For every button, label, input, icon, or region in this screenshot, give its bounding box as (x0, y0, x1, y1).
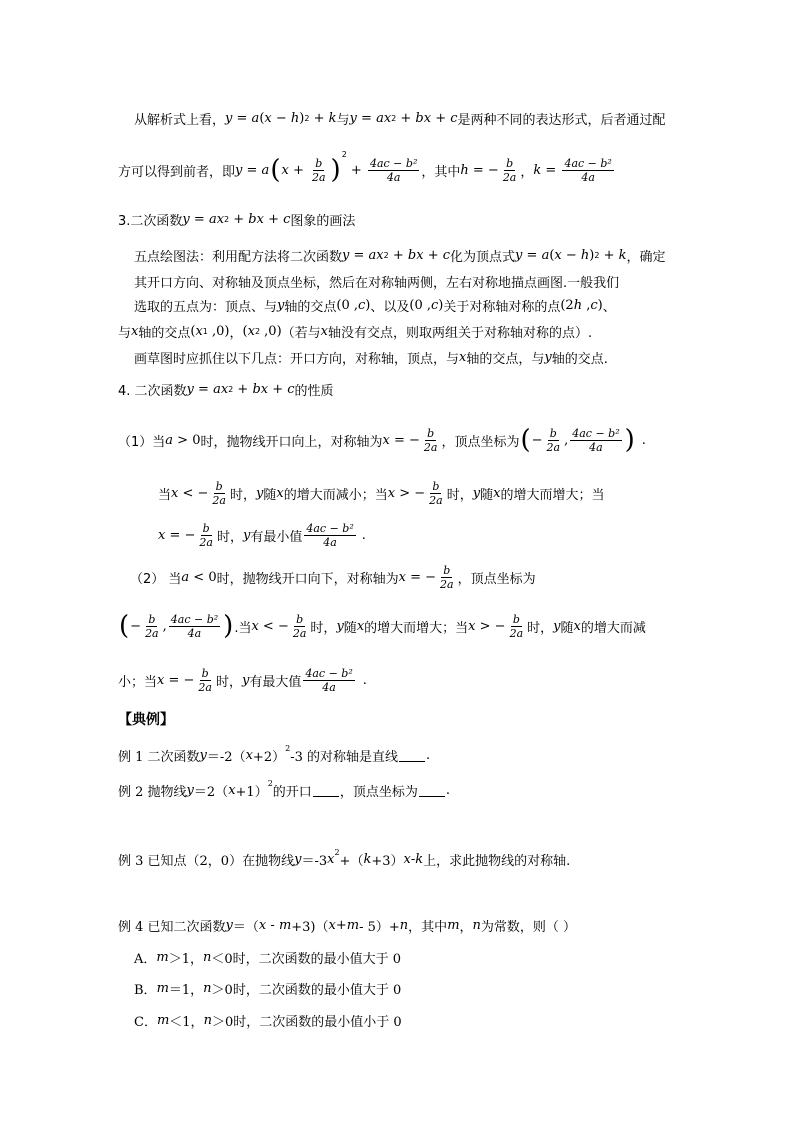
text: 轴的交点. (551, 351, 608, 367)
text: 时，二次函数的最小值小于 0 (233, 1014, 402, 1030)
text: ＝-2（ (206, 749, 246, 765)
text: ＝-3 (301, 853, 328, 869)
text: 有最小值 (250, 529, 303, 545)
answer-blank[interactable] (419, 784, 445, 797)
text: 时，抛物线开口向下，对称轴为 (216, 571, 399, 587)
text: 上，求此抛物线的对称轴. (423, 853, 571, 869)
answer-blank[interactable] (399, 749, 425, 762)
text: ，顶点坐标为 (457, 571, 536, 587)
text: 的开口 (272, 784, 312, 800)
text: 其开口方向、对称轴及顶点坐标，然后在对称轴两侧，左右对称地描点画图.一般我们 (134, 275, 620, 291)
text: 例 3 已知点（2，0）在抛物线 (118, 853, 295, 869)
text: 方可以得到前者，即 (118, 164, 236, 180)
option-c[interactable]: C． m ＜1， n ＞0 时，二次函数的最小值小于 0 (134, 1012, 402, 1030)
text: 轴没有交点，则取两组关于对称轴对称的点）. (328, 325, 593, 341)
text: 3.二次函数 (118, 213, 183, 229)
text: 当 (158, 487, 172, 503)
text: 的增大而增大；当 (364, 620, 469, 636)
text: B． (134, 982, 157, 998)
text: ，顶点坐标为 (339, 784, 418, 800)
fraction-k: $\frac{\text{4ac − b²}}{4a}$ (369, 156, 418, 184)
general-form: y (349, 110, 357, 126)
text: +（ (339, 853, 364, 869)
section-3-line-4: 与 x 轴的交点 ( x 1 ,0) ， ( x 2 ,0) （若与 x 轴没有交点，则取两组关于对称轴对称的点）. (118, 323, 593, 341)
text: ， (520, 164, 534, 180)
text: 的性质 (294, 383, 334, 399)
section-3-line-1: 五点绘图法：利用配方法将二次函数 y = ax 2 + bx + c 化为顶点式 y = a ( x − h ) 2 + k ，确定 (134, 247, 666, 265)
case-1-line-2: 当 x < − $\frac{b}{2a}$ 时， y 随 x 的增大而减小；当 x > − $\frac{b}{2a}$ 时， y 随 x 的增大而增大；当 (158, 479, 605, 507)
text: . (445, 782, 450, 798)
section-4-title: 4. 二次函数 y = ax 2 + bx + c 的性质 (118, 381, 334, 399)
text: . (425, 747, 431, 763)
text: +2） (252, 749, 286, 765)
text: 的增大而减小；当 (283, 487, 388, 503)
text: 时， (229, 487, 256, 503)
text: 随 (560, 620, 574, 636)
example-2: 例 2 抛物线 y ＝2（ x +1） $^2$ 的开口 ，顶点坐标为 . (118, 779, 450, 800)
example-4: 例 4 已知二次函数 y ＝（ x - m +3)（ x + m - 5）+ n ，其中 m ， n 为常数，则（ ） (118, 917, 577, 935)
text: 、 (602, 299, 616, 315)
text: 有最大值 (249, 674, 302, 690)
text: A． (134, 951, 157, 967)
text: 是两种不同的表达形式，后者通过配 (457, 112, 666, 128)
option-b[interactable]: B． m ＝1， n ＞0 时，二次函数的最小值大于 0 (134, 980, 402, 998)
text: 的增大而增大；当 (500, 487, 605, 503)
text: 关于对称轴对称的点 (443, 299, 561, 315)
section-3-line-3: 选取的五点为：顶点、与 y 轴的交点 (0 , c ) 、以及 (0 , c ) 关于对称轴对称的点 (2 h , c ) 、 (134, 297, 616, 315)
text: - 5）+ (359, 919, 400, 935)
text: 、以及 (370, 299, 410, 315)
example-3: 例 3 已知点（2，0）在抛物线 y ＝-3 x $^2$ +（ k +3） x - k 上，求此抛物线的对称轴. (118, 848, 571, 869)
section-3-title: 3.二次函数 y = ax 2 + bx + c 图象的画法 (118, 211, 356, 229)
vertex-form: y (225, 110, 233, 126)
text: -3 的对称轴是直线 (290, 749, 398, 765)
text: （2） 当 (130, 571, 182, 587)
text: 时， (215, 674, 242, 690)
text: 例 1 二次函数 (118, 749, 200, 765)
text: . (361, 527, 366, 543)
text: 画草图时应抓住以下几点：开口方向，对称轴，顶点，与 (134, 351, 460, 367)
example-1: 例 1 二次函数 y ＝-2（ x +2） $^2$ -3 的对称轴是直线 . (118, 744, 431, 765)
text: 时，抛物线开口向上，对称轴为 (200, 434, 383, 450)
text: 随 (263, 487, 277, 503)
case-2-line-3: 小；当 x = − $\frac{b}{2a}$ 时， y 有最大值 $\frac{\text{4ac − b²}}{4a}$ . (118, 666, 367, 694)
text: 例 2 抛物线 (118, 784, 187, 800)
text: 为常数，则（ ） (480, 919, 577, 935)
text: 时， (310, 620, 337, 636)
case-1-line-1: （1）当 a > 0 时，抛物线开口向上，对称轴为 x = − $\frac{b}{2a}$ ，顶点坐标为 ( − $\frac{b}{2a}$ , $\frac{\text{4ac − b²}}{4a}$ ) . (118, 425, 646, 455)
text: 从解析式上看， (134, 112, 226, 128)
text: . (641, 432, 646, 448)
text: 的增大而减 (580, 620, 646, 636)
text: 选取的五点为：顶点、与 (134, 299, 278, 315)
text: ＝2（ (193, 784, 229, 800)
text: 小；当 (118, 674, 158, 690)
text: ，其中 (408, 919, 448, 935)
text: 轴的交点 (138, 325, 191, 341)
case-2-line-2: ( − $\frac{b}{2a}$ , $\frac{\text{4ac − b²}}{4a}$ ) .当 x < − $\frac{b}{2a}$ 时， y 随 x 的增大而增大；当 x > − $\frac{b}{2a}$ 时， y 随 x 的增大而减 (119, 611, 646, 641)
text: 与 (336, 112, 350, 128)
text: （若与 (281, 325, 321, 341)
text: 与 (118, 325, 132, 341)
text: 时，二次函数的最小值大于 0 (232, 951, 402, 967)
answer-blank[interactable] (313, 784, 339, 797)
case-2-line-1: （2） 当 a < 0 时，抛物线开口向下，对称轴为 x = − $\frac{b}{2a}$ ，顶点坐标为 (130, 563, 536, 591)
examples-heading (118, 708, 174, 730)
text: 时， (527, 620, 554, 636)
text: （1）当 (118, 434, 166, 450)
text: . (362, 672, 367, 688)
text: ，顶点坐标为 (441, 434, 520, 450)
text: 时， (446, 487, 473, 503)
text: 例 4 已知二次函数 (118, 919, 226, 935)
text: 随 (343, 620, 357, 636)
text: 五点绘图法：利用配方法将二次函数 (134, 249, 343, 265)
text: 时，二次函数的最小值大于 0 (232, 982, 402, 998)
text: C． (134, 1014, 157, 1030)
text: 4. 二次函数 (118, 383, 187, 399)
text: 随 (480, 487, 494, 503)
text: 轴的交点 (284, 299, 337, 315)
section-3-line-2 (134, 270, 619, 292)
text: 时， (216, 529, 243, 545)
intro-line-1: 从解析式上看， y = a ( x − h ) 2 + k 与 y = ax 2 + bx + c 是两种不同的表达形式，后者通过配 (134, 110, 666, 128)
text: +3） (371, 853, 404, 869)
text: 轴的交点，与 (466, 351, 545, 367)
section-3-line-5: 画草图时应抓住以下几点：开口方向，对称轴，顶点，与 x 轴的交点，与 y 轴的交点. (134, 349, 608, 367)
text: 【典例】 (118, 712, 174, 728)
text: ，其中 (421, 164, 461, 180)
text: ＝（ (232, 919, 259, 935)
text: 化为顶点式 (450, 249, 516, 265)
text: +3)（ (291, 919, 329, 935)
case-1-line-3: x = − $\frac{b}{2a}$ 时， y 有最小值 $\frac{\text{4ac − b²}}{4a}$ . (158, 521, 366, 549)
intro-line-2: 方可以得到前者，即 y = a ( x + $\frac{b}{2a}$ ) $^2$ + $\frac{\text{4ac − b²}}{4a}$ ，其中 h = − $\frac{b}{2a}$ ， k = $\frac{\text{4ac − b²}}{4a}$ (118, 150, 612, 185)
fraction-b-2a: $\frac{b}{2a}$ (311, 156, 326, 184)
text: .当 (234, 620, 252, 636)
text: 图象的画法 (290, 213, 356, 229)
text: ，确定 (626, 249, 666, 265)
text: +1） (235, 784, 268, 800)
option-a[interactable]: A． m ＞1， n ＜0 时，二次函数的最小值大于 0 (134, 949, 402, 967)
